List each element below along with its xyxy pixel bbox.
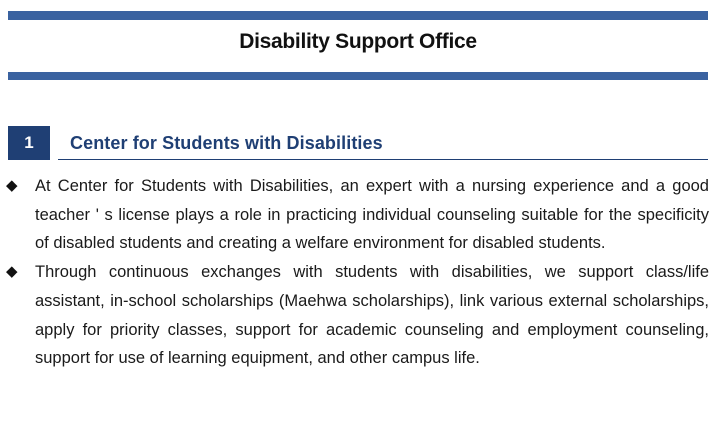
- section-header: [8, 126, 708, 160]
- bullet-item: [6, 258, 709, 373]
- title-bottom-rule: [8, 72, 708, 80]
- section-title: Center for Students with Disabilities: [70, 133, 383, 153]
- bullet-list: [6, 172, 709, 373]
- diamond-bullet-icon: ◆: [6, 263, 18, 281]
- bullet-text: Through continuous exchanges with students with disabilities, we support class/life assistant, in-school scholarships (Maehwa scholarships), link various external scholarships, apply for priority classes, support for academic counseling and employment counseling, support for use of learning equipment, and other campus life.: [35, 263, 709, 368]
- diamond-bullet-icon: ◆: [6, 177, 18, 194]
- top-rule: [8, 11, 708, 20]
- page-title: Disability Support Office: [239, 30, 477, 53]
- section-number: 1: [8, 126, 50, 160]
- section-underline: [58, 159, 708, 160]
- bullet-item: [6, 172, 709, 258]
- bullet-text: At Center for Students with Disabilities, an expert with a nursing experience and a good teacher ' s license plays a role in practicing individual counseling suitable for the specificity of disabled students and creating a welfare environment for disabled students.: [35, 177, 709, 253]
